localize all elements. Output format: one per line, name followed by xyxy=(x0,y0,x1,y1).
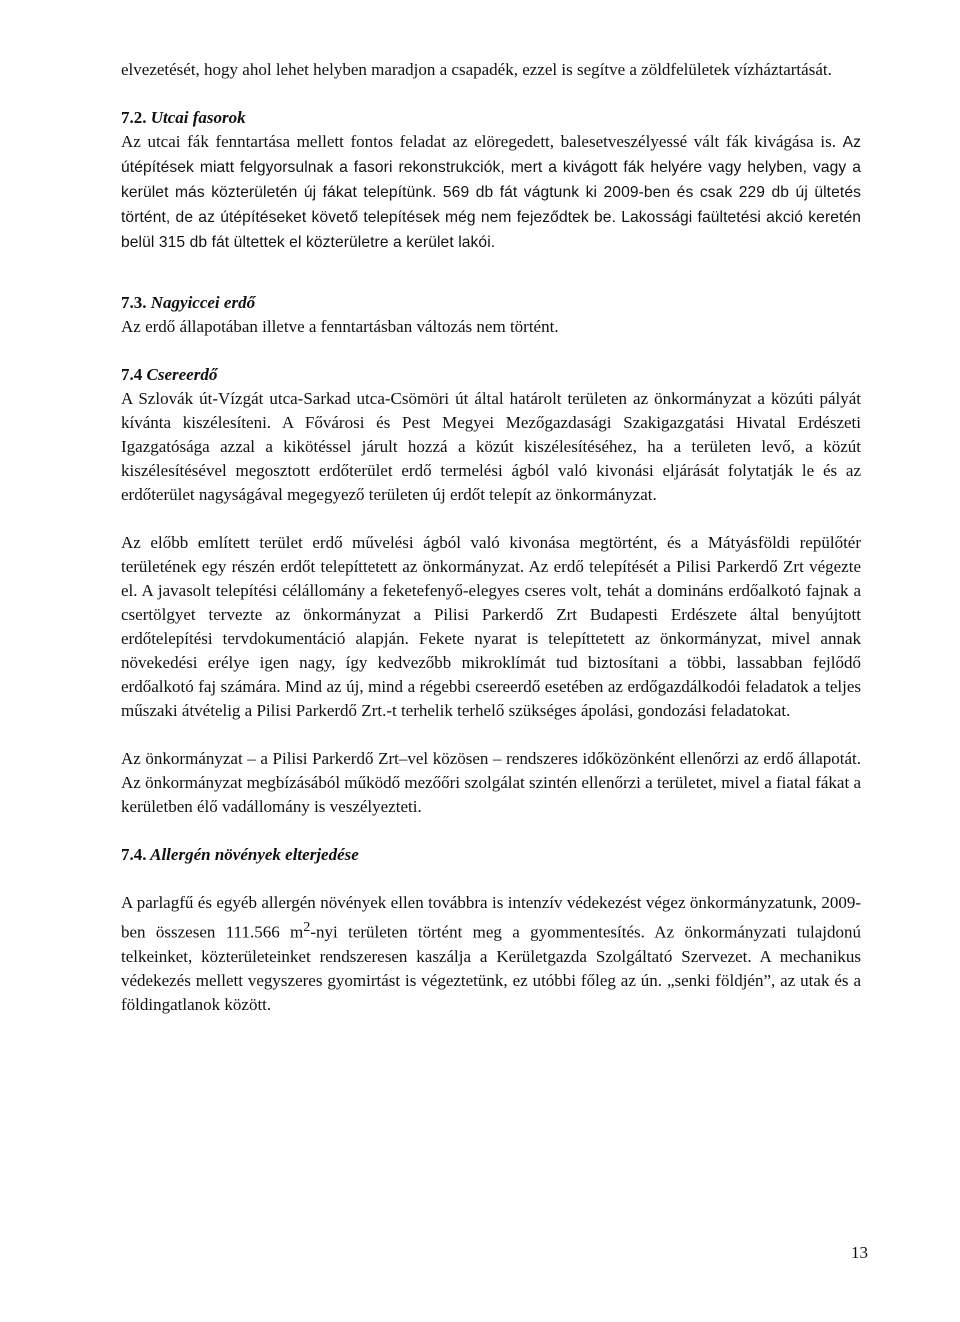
section-title: Utcai fasorok xyxy=(150,108,246,127)
section-title: Csereerdő xyxy=(146,365,218,384)
section-number: 7.4 xyxy=(121,365,143,384)
section-heading xyxy=(121,843,861,867)
section-body-part: Az utcai fák fenntartása mellett fontos feladat az elöregedett, balesetveszélyessé vált fák kivágása is. xyxy=(121,132,836,151)
section-heading xyxy=(121,106,861,130)
intro-paragraph: elvezetését, hogy ahol lehet helyben maradjon a csapadék, ezzel is segítve a zöldfelületek vízháztartását. xyxy=(121,60,832,79)
section-heading xyxy=(121,363,861,387)
section-7-3 xyxy=(121,291,861,339)
section-7-4-allergen xyxy=(121,843,861,1017)
section-number: 7.2. xyxy=(121,108,147,127)
superscript: 2 xyxy=(303,919,311,935)
section-body-part: -nyi területen történt meg a gyommentesítés. Az önkormányzati tulajdonú telkeinket, közterületeinket rendszeresen kaszálja a Kerületgazda Szolgáltató Szervezet. A mechanikus védekezés mellett vegyszeres gyomirtást is végeztetünk, ez utóbbi főleg az ún. „senki földjén”, az utak és a földingatlanok között. xyxy=(121,922,861,1014)
section-7-2 xyxy=(121,106,861,255)
section-paragraph: A Szlovák út-Vízgát utca-Sarkad utca-Csömöri út által határolt területen az önkormányzat a közúti pályát kívánta kiszélesíteni. A Fővárosi és Pest Megyei Mezőgazdasági Szakigazgatási Hivatal Erdészeti Igazgatósága azzal a kikötéssel járult hozzá a közút kiszélesítéséhez, ha a területen levő, a közút kiszélesítésével megosztott erdőterület erdő termelési ágból való kivonási eljárását folytatják le és az erdőterület nagyságával megegyező területen új erdőt telepít az önkormányzat. xyxy=(121,389,861,504)
section-7-4-csereerdo xyxy=(121,363,861,819)
section-paragraph: Az önkormányzat – a Pilisi Parkerdő Zrt–vel közösen – rendszeres időközönként ellenőrzi az erdő állapotát. Az önkormányzat megbízásából működő mezőőri szolgálat szintén ellenőrzi a területet, mivel a fiatal fákat a kerületben élő vadállomány is veszélyezteti. xyxy=(121,749,861,816)
section-paragraph: Az előbb említett terület erdő művelési ágból való kivonása megtörtént, és a Mátyásföldi repülőtér területének egy részén erdőt telepíttetett az önkormányzat. Az erdő telepítését a Pilisi Parkerdő Zrt végezte el. A javasolt telepítési célállomány a feketefenyő-elegyes cseres volt, tehát a domináns erdőalkotó fajnak a csertölgyet tervezte az önkormányzat a Pilisi Parkerdő Zrt Budapesti Erdészete által benyújtott erdőtelepítési tervdokumentáció alapján. Fekete nyarat is telepíttetett az önkormányzat, mivel annak növekedési erélye igen nagy, így kedvezőbb mikroklímát tud biztosítani a többi, lassabban fejlődő erdőalkotó faj számára. Mind az új, mind a régebbi csereerdő esetében az erdőgazdálkodói feladatok a teljes műszaki átvételig a Pilisi Parkerdő Zrt.-t terhelik terhelő szükséges ápolási, gondozási feladatokat. xyxy=(121,533,861,720)
section-number: 7.3. xyxy=(121,293,147,312)
section-body: Az erdő állapotában illetve a fenntartásban változás nem történt. xyxy=(121,317,559,336)
section-body-part: A parlagfű és egyéb allergén növények ellen továbbra is intenzív védekezést végez önkormányzatunk, 2009-ben összesen 111.566 m xyxy=(121,893,861,942)
section-title: Nagyiccei erdő xyxy=(150,293,256,312)
page-number: 13 xyxy=(851,1243,868,1262)
section-heading xyxy=(121,291,861,315)
section-body xyxy=(121,130,861,255)
section-number: 7.4. xyxy=(121,845,147,864)
section-body-part: Az útépítések miatt felgyorsulnak a fasori rekonstrukciók, mert a kivágott fák helyére vagy helyben, vagy a kerület más közterületén új fákat telepítünk. 569 db fát vágtunk ki 2009-ben és csak 229 db új ültetés történt, de az útépítéseket követő telepítések még nem fejeződtek be. Lakossági faültetési akció keretén belül 315 db fát ültettek el közterületre a kerület lakói. xyxy=(121,134,861,251)
section-body xyxy=(121,891,861,1017)
section-title: Allergén növények elterjedése xyxy=(150,845,359,864)
document-page xyxy=(121,58,861,1017)
